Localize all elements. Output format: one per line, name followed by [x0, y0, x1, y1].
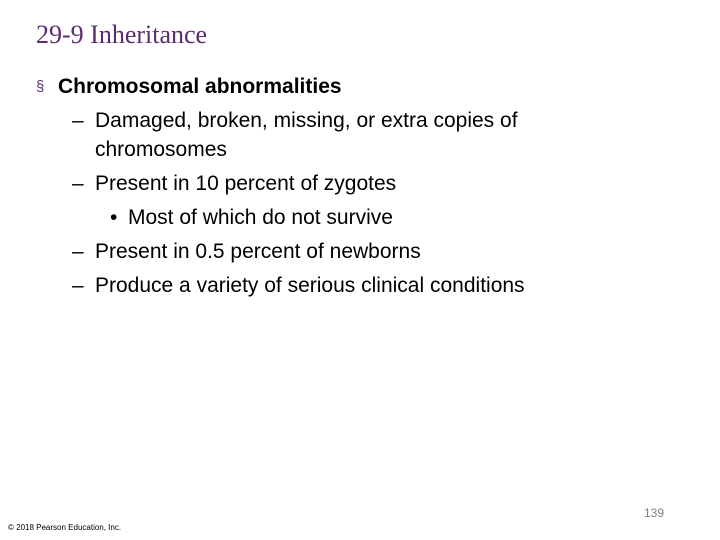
- dash-bullet-icon: –: [72, 109, 84, 132]
- copyright-notice: © 2018 Pearson Education, Inc.: [8, 523, 122, 532]
- sub-bullet-4: [36, 271, 617, 300]
- sub-bullet-text: Present in 0.5 percent of newborns: [95, 240, 421, 263]
- sub-bullet-2: [36, 169, 617, 198]
- nested-bullet-text: Most of which do not survive: [128, 206, 393, 229]
- dash-bullet-icon: –: [72, 274, 84, 297]
- sub-bullet-text: Produce a variety of serious clinical conditions: [95, 274, 525, 297]
- nested-bullet: [36, 203, 676, 232]
- page-number: 139: [643, 506, 664, 520]
- slide-content: [36, 72, 676, 300]
- main-bullet: [36, 72, 676, 101]
- sub-bullet-text: Damaged, broken, missing, or extra copies of chromosomes: [95, 109, 518, 161]
- sub-bullet-1: [36, 106, 617, 164]
- dash-bullet-icon: –: [72, 240, 84, 263]
- sub-bullet-text: Present in 10 percent of zygotes: [95, 172, 397, 195]
- sub-bullet-3: [36, 237, 617, 266]
- slide-title: 29-9 Inheritance: [36, 20, 208, 49]
- main-bullet-text: Chromosomal abnormalities: [58, 75, 342, 98]
- dot-bullet-icon: •: [110, 206, 118, 229]
- section-bullet-icon: §: [36, 78, 45, 95]
- dash-bullet-icon: –: [72, 172, 84, 195]
